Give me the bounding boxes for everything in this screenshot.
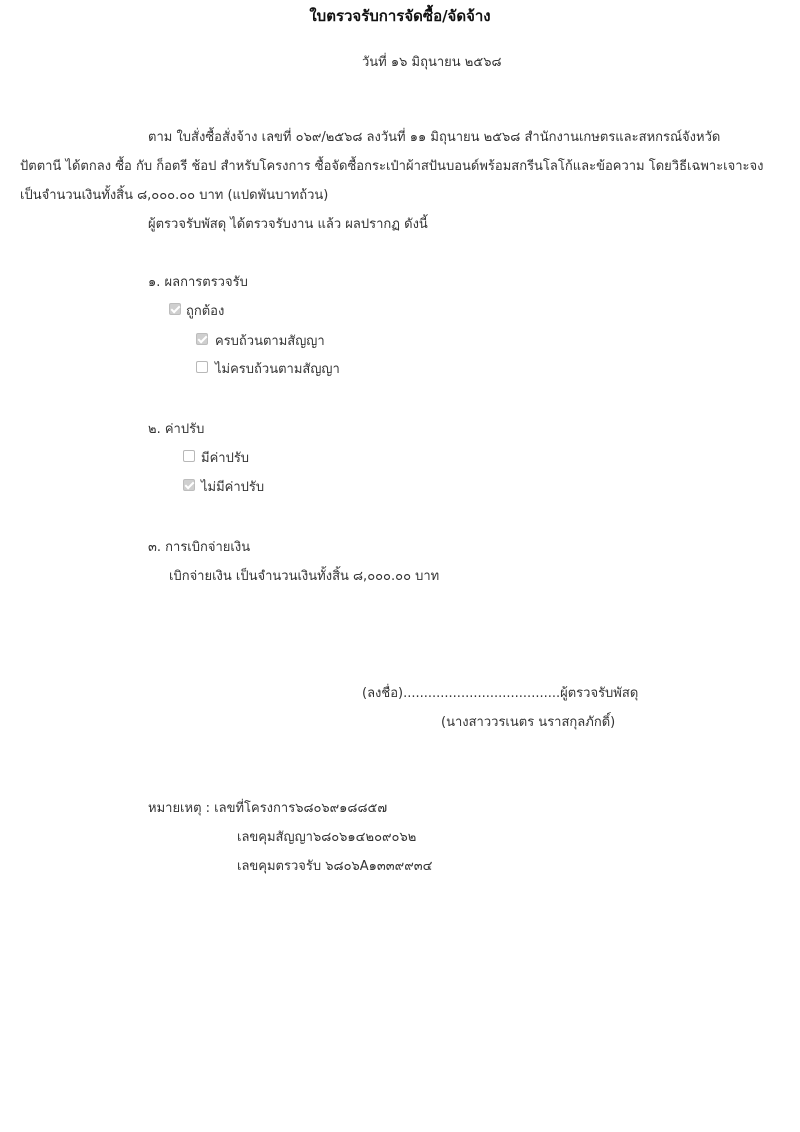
checkbox-incomplete[interactable] [196, 361, 208, 373]
paragraph-line-1: ตาม ใบสั่งซื้อสั่งจ้าง เลขที่ ๐๖๙/๒๕๖๘ ลงวันที่ ๑๑ มิถุนายน ๒๕๖๘ สำนักงานเกษตรและสหกรณ์จังหวัด [148, 130, 721, 145]
paragraph-line-2: ปัตตานี ได้ตกลง ซื้อ กับ ก็อตรี ช้อป สำหรับโครงการ ซื้อจัดซื้อกระเป๋าผ้าสปันบอนด์พร้อมสกรีนโลโก้และข้อความ โดยวิธีเฉพาะเจาะจง [20, 159, 764, 174]
label-correct: ถูกต้อง [186, 304, 225, 319]
note-contract [237, 826, 416, 847]
checkbox-complete[interactable] [196, 333, 208, 345]
signatory-name: (นางสาววรเนตร นราสกุลภักดิ์) [441, 715, 616, 730]
section-3-heading: ๓. การเบิกจ่ายเงิน [148, 540, 251, 555]
inspector-statement: ผู้ตรวจรับพัสดุ ได้ตรวจรับงาน แล้ว ผลปรากฏ ดังนี้ [148, 217, 428, 232]
section-1-heading: ๑. ผลการตรวจรับ [148, 275, 248, 290]
project-number: ๖๘๐๖๙๑๘๘๕๗ [295, 801, 388, 816]
contract-number: ๖๘๐๖๑๔๒๐๙๐๖๒ [312, 830, 417, 845]
contract-label: เลขคุมสัญญา [237, 830, 313, 845]
label-complete: ครบถ้วนตามสัญญา [215, 334, 325, 349]
inspection-label: เลขคุมตรวจรับ [237, 859, 322, 874]
checkbox-no-fine[interactable] [183, 479, 195, 491]
section-2-heading: ๒. ค่าปรับ [148, 422, 205, 437]
signature-line: (ลงชื่อ)......................................ผู้ตรวจรับพัสดุ [362, 686, 639, 701]
paragraph-line-3: เป็นจำนวนเงินทั้งสิ้น ๘,๐๐๐.๐๐ บาท (แปดพันบาทถ้วน) [20, 188, 329, 203]
note-project [148, 797, 387, 818]
label-incomplete: ไม่ครบถ้วนตามสัญญา [215, 362, 340, 377]
note-inspection [237, 855, 432, 876]
label-has-fine: มีค่าปรับ [201, 451, 250, 466]
label-no-fine: ไม่มีค่าปรับ [201, 480, 265, 495]
document-date: วันที่ ๑๖ มิถุนายน ๒๕๖๘ [362, 55, 502, 70]
checkbox-has-fine[interactable] [183, 450, 195, 462]
disbursement-detail: เบิกจ่ายเงิน เป็นจำนวนเงินทั้งสิ้น ๘,๐๐๐.๐๐ บาท [169, 569, 440, 584]
checkbox-correct[interactable] [169, 303, 181, 315]
document-title: ใบตรวจรับการจัดซื้อ/จัดจ้าง [309, 7, 491, 25]
note-label: หมายเหตุ : เลขที่โครงการ [148, 801, 296, 816]
inspection-number: ๖๘๐๖A๑๓๓๙๙๓๔ [325, 859, 433, 874]
